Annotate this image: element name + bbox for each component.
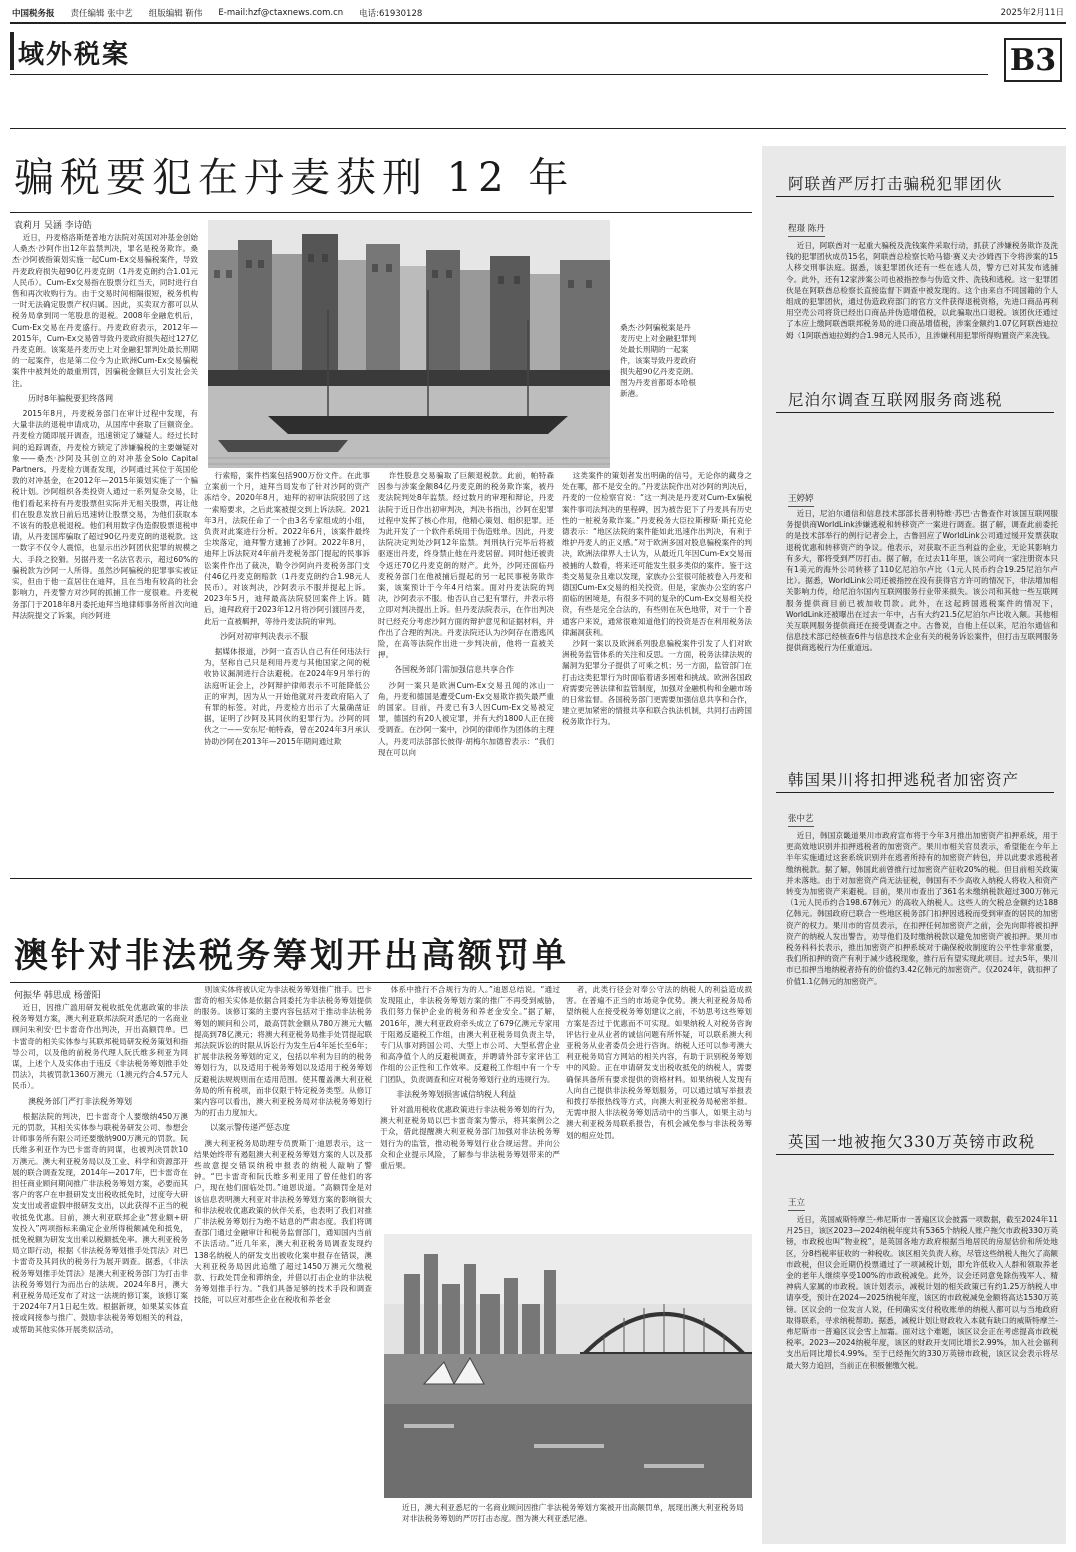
article1-headline: 骗税要犯在丹麦获刑 12 年 (14, 155, 575, 201)
paragraph: 沙阿一案只是欧洲Cum-Ex交易丑闻的冰山一角，丹麦和德国是遭受Cum-Ex交易欺诈损失最严重的国家。目前，丹麦已有3人因Cum-Ex交易被定罪，德国约有20人被定罪，并有大约1800人正在接受调查。在沙阿一案中，沙阿的律师作为团体的主理人，丹麦司法部部长彼得·胡梅尔加德曾表示：“我们现在可以向 (378, 680, 554, 757)
brief2-body (786, 508, 1058, 658)
brief3-title: 韩国果川将扣押逃税者加密资产 (788, 771, 1020, 789)
paragraph: 近日，丹麦格洛斯楚普地方法院对英国对冲基金创始人桑杰·沙阿作出12年监禁判决，罪名是税务欺诈。桑杰·沙阿被指策划实施一起Cum-Ex交易骗税案件，导致丹麦政府损失超90亿丹麦克朗（1丹麦克朗约合1.01元人民币）。Cum-Ex交易指在股票分红当天，同时进行自售和再次收购行为。由于交易时间相隔很短，税务机构一时无法确定股票产权归属。因此，买卖双方都可以从税务局拿到同一笔股息的退税。2008年金融危机后，Cum-Ex交易在丹麦盛行。丹麦政府表示，2012年—2015年，Cum-Ex交易曾导致丹麦政府损失超过127亿丹麦克朗。该案是丹麦历史上对金融犯罪判处最长刑期的一起案件，也是第二位今为止欧洲Cum-Ex交易骗税案件中被判处的最重刑罚，因骗税金额巨大引发社会关注。 (12, 233, 198, 388)
phone: 电话:61930128 (359, 9, 423, 19)
section-marker (10, 32, 14, 70)
top-rule (10, 22, 1066, 24)
sydney-photo (384, 1234, 752, 1498)
paragraph: 者，此类行径会对奉公守法的纳税人的利益造成损害。在普遍不正当的市场竞争优势。澳大利亚税务局希望纳税人在接受税务筹划建议之前，不妨思考这些筹划方案是否过于优惠而不可实现。如果纳税人对税务咨询评估行业从业者的诚信问题有所怀疑，可以联系澳大利亚税务从业者委员会进行咨询。纳税人还可以参考澳大利亚税务局官方网站的相关内容，有助于识别税务筹划中的风险。正在申请研发支出税收抵免的纳税人，需要确保具备所有要求提供的资格材料。如果纳税人发现有人向自己提供非法税务筹划服务，可以通过填写举报表和拨打举报热线等方式，向澳大利亚税务局秘密举报。无需申报人非法税务筹划活动中的当事人，如果主动与澳大利亚税务局联系报告，有机会减免参与非法税务筹划的相应处罚。 (566, 985, 752, 1140)
upper-rule (10, 128, 1066, 129)
article2-caption: 近日，澳大利亚悉尼的一名商业顾问因推广非法税务筹划方案被开出高额罚单，展现出澳大利亚税务局对非法税务筹划的严厉打击态度。图为澳大利亚悉尼港。 (402, 1503, 744, 1523)
brief4-author: 王立 (788, 1196, 805, 1211)
article2-headline: 澳针对非法税务筹划开出高额罚单 (14, 936, 569, 976)
email[interactable]: E-mail:hzf@ctaxnews.com.cn (218, 8, 344, 18)
mid-rule (10, 878, 752, 879)
article2-byline: 何振华 韩思成 杨蕾阳 (14, 991, 101, 1001)
paragraph: 针对滥用税收优惠政策进行非法税务筹划的行为，澳大利亚税务局以巴卡雷奇案为警示，将其案例公之于众，借此提醒澳大利亚税务部门加强对非法税务筹划行为的监管，推动税务筹划行业合规运营。并向公众和企业提示风险，了解参与非法税务筹划带来的严重后果。 (380, 1105, 560, 1171)
subheading: 非法税务筹划损害诚信纳税人利益 (396, 1089, 516, 1099)
issue-date: 2025年2月11日 (1000, 8, 1064, 18)
brief2-author: 王婷婷 (788, 492, 814, 507)
brief3-author: 张中艺 (788, 812, 814, 827)
article1-col4 (562, 470, 752, 868)
brief4-title: 英国一地被拖欠330万英镑市政税 (788, 1133, 1036, 1151)
article2-col3 (380, 984, 560, 1226)
sydney-photo-illustration (384, 1234, 752, 1498)
brief1-title: 阿联酋严厉打击骗税犯罪团伙 (788, 175, 1003, 193)
brief4-rule (776, 1154, 1054, 1155)
nyhavn-photo-illustration (208, 220, 610, 468)
paragraph: 体系中推行不合规行为的人。”迪恩总结说。“通过发现阻止，非法税务筹划方案的推广不再受到威胁，我们努力保护企业的税务和养老金安全。”据了解，2016年，澳大利亚政府牵头成立了679亿澳元专家用于阻遏反避税工作组，由澳大利亚税务局负责主导，专门从事对跨国公司、大型上市公司、大型私营企业和高净值个人的反避税调查，并聘请外部专家评估工作组的公正性和工作效率。反避税工作组中有一个专门团队，负责调查和应对税务筹划行业的违规行为。 (380, 985, 560, 1084)
paragraph: 近日，因推广滥用研发税收抵免优惠政策的非法税务筹划方案，澳大利亚联邦法院对悉尼的一名商业顾问朱利安·巴卡雷奇作出判决，开出高额罚单。巴卡雷奇的相关实体参与其联邦税局研发税务策划和指导公司，以及他的前税务代理人阮氏维多利亚为同谋，上述个人及实体由于违反《非法税务筹划推手处罚法》，共被罚款1360万澳元（1澳元约合4.57元人民币）。 (12, 1003, 188, 1091)
page-number: B3 (1004, 38, 1062, 82)
brief1-rule (776, 196, 1054, 197)
paper-name: 中国税务报 (12, 9, 55, 19)
masthead-bar (12, 6, 1064, 20)
editor: 责任编辑 张中艺 (70, 9, 133, 19)
nyhavn-photo (208, 220, 610, 468)
article2-col2 (194, 984, 372, 1544)
article1-byline: 袁莉月 吴涵 李诗皓 (14, 221, 92, 231)
paragraph: 则该实体将被认定为非法税务筹划推广推手。巴卡雷奇的相关实体是依据合同委托为非法税务筹划提供的服务。该修订案的主要内容包括对于推动非法税务筹划的顾问和公司，最高罚款金额从780万澳元大幅提高到78亿澳元；将澳大利亚税务局推手处罚提起联邦法院诉讼的时限从诉讼行为发生后4年延长至6年；扩展非法税务筹划的定义，包括以牟利为目的的税务筹划行为，以及适用于税务筹划以及适用于税务筹划反避税法规规则而在适用范围。使其覆盖澳大利亚税务局的所有税项，而非仅限于特定税务类型。从修订案内容可以看出，澳大利亚税务局对非法税务筹划行为的打击力度加大。 (194, 985, 372, 1118)
brief1-body (786, 240, 1058, 340)
paragraph: 据媒体报道，沙阿一直否认自己有任何违法行为，坚称自己只是利用丹麦与其他国家之间的税收协议漏洞进行合法避税。在2024年9月举行的法庭听证会上，沙阿辩护律师表示不可能降低公正的审判，因为从一开始他就对丹麦政府陷入了有罪的标签。对此，丹麦检方出示了大量确凿证据，证明了沙阿及其同伙的犯罪行为。沙阿的同伙之一——安东尼·帕特森，曾在2024年3月承认协助沙阿在2013年—2015年期间通过欺 (204, 647, 370, 746)
headline-rule (10, 212, 752, 213)
paragraph: 近日，英国威斯特摩兰-弗尼斯市一普遍区议会披露一项数据，截至2024年11月25日，该区2023—2024纳税年度共有5365个纳税人账户拖欠市政税330万英镑，市政税也叫“物业税”，是英国各地方政府根据当地居民的房屋估价和所处地区，分8档税率征收的一种税收。该区相关负责人称，尽管这些纳税人拖欠了高额市政税，但议会近期仍投票通过了一项减税计划，即允许低收入人群和领取养老金的老年人继续享受100%的市政税减免。此外，议会还同意免除伤残军人、精神病人家属的市政税。该计划表示，减税计划的相关政策已有约1.25万纳税人申请享受，预计在2024—2025纳税年度，该区的市政税减免金额将高达1530万英镑。区议会的一位发言人说，任何确实支付税收账单的纳税人都可以与当地政府取得联系，寻求纳税帮助。据悉，减税计划让财政收入本就有缺口的威斯特摩兰-弗尼斯市一普遍区议会雪上加霜。面对这个难题，该区议会正在考虑提高市政税税率。2023—2024纳税年度，该区的财政开支同比增长2.99%，加入社会福利支出后同比增长4.99%。至于已经拖欠的330万英镑市政税，该区议会表示将尽最大努力追回，当前正在积极催缴欠税。 (786, 1215, 1058, 1370)
article1-col2 (204, 470, 370, 868)
paragraph: 这类案件的策划者发出明确的信号，无论你的藏身之处在哪，都不是安全的。”丹麦法院作出对沙阿的判决后，丹麦的一位检察官说：“这一判决是丹麦对Cum-Ex骗税案件事司法判决的里程碑，因为被告犯下了丹麦具有历史性的一桩税务欺诈案。”丹麦税务大臣拉斯穆斯·斯托克伦德表示：“地区法院的案件能如此迅速作出判决，有利于维护丹麦人的正义感。”对于欧洲多国对股息骗税案件的判决，欧洲法律界人士认为，从最近几年因Cum-Ex交易而被捕的人数看，将来还可能发生很多类似的案件。鉴于这类交易复杂且难以发现，家族办公室很可能被卷入丹麦和德国Cum-Ex交易的相关投资。但是，家族办公室的客户面临的困境是，有很多不同的复杂的Cum-Ex交易相关投资，有些是完全合法的，有些则在灰色地带，对于一个普通客户来说，通常很难知道他们的投资是否在利用税务法律漏洞获利。 (562, 471, 752, 637)
subheading: 沙阿对初审判决表示不服 (220, 631, 308, 641)
paragraph: 近日，韩国京畿道果川市政府宣布将于今年3月推出加密资产扣押系统，用于更高效地识别并扣押逃税者的加密资产。果川市相关官员表示，希望能在今年上半年实施通过这套系统识别并在逃者所持有的加密资产转包，并以此要求逃税者缴纳税款。据了解，韩国此前曾推行过加密资产征收20%的税。但目前相关政策并未落地。由于对加密资产尚无法征税，韩国有不少高收入纳税人将收入和资产转变为加密资产来避税。目前，果川市查出了361名未缴纳税款超过300万韩元（1元人民币约合198.67韩元）的高收入纳税人。这些人的欠税总金额约达188亿韩元。韩国政府已联合一些地区税务部门扣押因逃税而受到审查的居民的加密资产的权力。果川市的官员表示，在扣押任何加密资产之前，会先向即将被扣押资产的纳税人发出警告，劝导他们及时缴纳税款以避免加密资产被扣押。果川市税务科科长表示，推出加密资产扣押系统对于确保税收制度的公平性非常重要，我们所扣押的资产有利于减少逃税现象，推行后有望实现此项目。过去5年，果川市已扣押当地纳税者持有的价值约3.42亿韩元的加密资产。仅2024年，就扣押了价值1.1亿韩元的加密资产。 (786, 831, 1058, 986)
paragraph: 诈性股息交易骗取了巨额退税款。此前，帕特森因参与涉案金额84亿丹麦克朗的税务欺诈案，被丹麦法院判处8年监禁。经过数月的审理和辩论，丹麦法院于近日作出初审判决，判决书指出，沙阿在犯罪过程中发挥了核心作用，他精心策划、组织犯罪。还为此开发了一个软件系统用于伪造账单。因此，丹麦法院决定判处沙阿12年监禁。判刑执行完毕后将被驱逐出丹麦，终身禁止他在丹麦居留。同时他还被责令返还70亿丹麦克朗的财产。此外，沙阿还面临丹麦税务部门在他被捕后提起的另一起民事税务欺诈案，该案预计于今年4月结案。面对丹麦法院的判决，沙阿表示不服。他否认自己犯有罪行，并表示将立即对判决提出上诉。但丹麦法院表示，在作出判决时已经充分考虑沙阿方面的辩护意见和证据材料，并作出了合理的判决。丹麦法院还认为沙阿存在潜逃风险，在高等法院作出进一步判决前，他将一直被关押。 (378, 471, 554, 660)
paragraph: 近日，阿联酋对一起重大骗税及洗钱案件采取行动，抓获了涉嫌税务欺诈及洗钱的犯罪团伙成员15名，阿联酋总检察长哈马德·赛义夫·沙姆西下令将涉案的15人移交刑事法庭。据悉，该犯罪团伙还有一些在逃人员，警方已对其发布逃捕令。此外，还有12家涉案公司也被指控参与伪造文件、洗钱和逃税。这一犯罪团伙是在阿联酋总检察长直接监督下调查中被发现的。这个由来自不同国籍的个人组成的犯罪团伙，通过伪造政府部门的官方文件获得退税资格，先进口商品再利用空壳公司将货已经出口商品并伪造增值税，以此骗取出口退税。该团伙还通过了本应上缴阿联酋联邦税务局的进口商品增值税，涉案金额约1.07亿阿联酋迪拉姆（1阿联酋迪拉姆约合1.98元人民币），且涉嫌利用犯罪所得购置资产来洗钱。 (786, 241, 1058, 340)
paragraph: 行索赔，案件档案包括900万份文件。在此事立案前一个月，迪拜当局发布了针对沙阿的资产冻结令。2020年8月，迪拜的初审法院驳回了这一索赔要求，之后此案被提交到上诉法院。2021年3月，法院任命了一个由3名专家组成的小组，负责对此案进行分析。2022年6月，该案件最终尘埃落定，迪拜警方逮捕了沙阿。2022年8月，迪拜上诉法院对4年前丹麦税务部门提起的民事诉讼案件作出了裁决，勒令沙阿向丹麦税务部门支付46亿丹麦克朗赔款（1丹麦克朗约合1.98元人民币）。对该判决，沙阿表示不服并提起上诉。2023年5月，迪拜最高法院驳回案件上诉。随后，迪拜政府于2023年12月将沙阿引渡回丹麦，此后一直被羁押，等待丹麦法院的审判。 (204, 471, 370, 626)
article1-caption: 桑杰·沙阿骗税案是丹麦历史上对金融犯罪判处最长刑期的一起案件，该案导致丹麦政府损失超90亿丹麦克朗。图为丹麦首都哥本哈根新港。 (620, 323, 699, 398)
brief3-body (786, 830, 1058, 1124)
brief3-rule (776, 792, 1054, 793)
layout-editor: 组版编辑 靳伟 (148, 9, 203, 19)
brief1-author: 程璟 陈丹 (788, 222, 825, 237)
paragraph: 近日，尼泊尔通信和信息技术部部长普利特维·苏巴·古鲁查作对该国互联网服务提供商WorldLink涉嫌逃税和转移资产一案进行调查。据了解，调查此前委托的是技术部举行的例行记者会上，古鲁回应了WorldLink公司通过缓开发票获取退税优惠和转移资产的争议。他表示，对获取不正当利益的企业，无论其影响力有多大，都将受到严厉打击。据了解，在过去11年里，该公司向一家注册资本只有1美元的海外公司转移了110亿尼泊尔卢比（1元人民币约合19.25尼泊尔卢比）。据悉，WorldLink公司还被指控在没有获得官方许可的情况下，非法增加相关影响力传，给尼泊尔国内互联网服务行业带来损失。该公司和其他一些互联网服务提供商目前已被加收罚款。此外，在这起跨国逃税案件的情况下，WorldLink还被曝出在过去一年中，占有大约21.5亿尼泊尔卢比收入额。其他相关互联网服务提供商还在接受调查之中。古鲁说，自他上任以来，尼泊尔通信和信息技术部已经核查6件与信息技术企业有关的税务诉讼案件，但打击互联网服务提供商逃税行为任重道远。 (786, 509, 1058, 653)
paragraph: 2015年8月，丹麦税务部门在审计过程中发现，有大量非法的退税申请成功，从国库中套取了巨额资金。丹麦检方随即展开调查，迅速锁定了嫌疑人。经过长时间的追踪调查，丹麦检方锁定了涉嫌骗税的主要嫌疑对象——桑杰·沙阿及其创立的对冲基金Solo Capital Partners。丹麦检方调查发现，沙阿通过其位于英国伦敦的对冲基金，在2012年—2015年策划实施了一个骗税计划。沙阿组织各类投资人通过一系列复杂交易，让他们看起来持有丹麦股票但实际并无相关股票，再让他们在股息发放日前后迅速转让股票交易，为他们获取本不该有的股息税退税。他们利用数字伪造假股票退税申请，从丹麦国库骗取了超过90亿丹麦克朗的退税款。这一数字不仅令人震惊，也显示出沙阿团伙犯罪的规模之大、手段之狡猾。另据丹麦一名法官表示，超过60%的骗税款为沙阿一人所得。虽然沙阿骗税的犯罪事实被证实，但由于他一直居住在迪拜，且在当地有较高的社会影响力，丹麦警方对沙阿的抓捕工作一度很难。丹麦税务部门于2018年8月委托迪拜当地律师事务所首次向迪拜法院提交了诉案，向沙阿进 (12, 409, 198, 620)
paragraph: 沙阿一案以及欧洲系列股息骗税案件引发了人们对欧洲税务监管体系的关注和反思。一方面，税务法律法规的漏洞为犯罪分子提供了可乘之机；另一方面，监管部门在打击这类犯罪行为时面临着诸多困难和挑战。欧洲各国政府需要完善法律和监管制度，加强对金融机构和金融市场的日常监督。各国税务部门更需要加强信息共享和合作，建立更加紧密的情报共享和联合执法机制，共同打击跨国税务欺诈行为。 (562, 639, 752, 727)
article1-col1 (12, 232, 198, 868)
subheading: 澳税务部门严打非法税务筹划 (28, 1096, 132, 1106)
article2-col1 (12, 1002, 188, 1544)
subheading: 以案示警传递严惩态度 (210, 1123, 290, 1133)
paragraph: 澳大利亚税务局助理专员贾斯丁·迪恩表示，这一结果始终带有遏阻澳大利亚税务筹划方案的人以及那些故意提交错误纳税申报表的纳税人敲响了警钟。“巴卡雷奇和阮氏维多利亚用了曾任他们的客户，现在他们面临处罚。”迪恩说道。“高额罚金是对该信息表明澳大利亚对非法税务筹划方案的影响很大和非法税收优惠政策的伙伴关系，也表明了我们对推广非法税务筹划行为绝不姑息的严肃态度。我们将调查部门通过金融审计和税务监督部门，通知国内当前不法活动。”近几年来，澳大利亚税务局调查发现约138名纳税人的研发支出被收化案申报存在错误，澳大利亚税务局因此追缴了超过1450万澳元欠缴税款、行政处罚金和滞纳金，并借以打击企业的非法税务筹划推手行为。“我们具备足够的技术手段和调查技能，可以应对那些企业在税收和养老金 (194, 1138, 372, 1305)
article1-col3 (378, 470, 554, 868)
article2-col4 (566, 984, 752, 1226)
section-rule (10, 74, 988, 75)
headline2-rule (10, 982, 752, 983)
paragraph: 根据法院的判决，巴卡雷奇个人要缴纳450万澳元的罚款，其相关实体参与联税务研发公司、参想会计师事务所有限公司还要缴纳900万澳元的罚款。阮氏维多利亚作为巴卡雷奇的同谋，也被判决罚款10万澳元。澳大利亚税务局以及工业、科学和资源部开展的联合调查发现，2014年—2017年，巴卡雷奇在担任商业顾问期间推广非法税务筹划方案，必要而其客户的客户在申报研发支出税收抵免时，过度夸大研发支出或者虚假申报研发支出，以此获得不正当的税收抵免优惠。目前，澳大利亚联邦企业“营业额+研发投入”两项指标来确定企业所得税额减免和抵免，抵免税额为研发支出乘以税额抵免率。澳大利亚税务局立即行动，根据《非法税务筹划推手处罚法》对巴卡雷奇及其同伙的税务行为展开调查。据悉，《非法税务筹划推手处罚法》是澳大利亚税务部门为打击非法税务筹划行为而出台的法规。2024年8月，澳大利亚税务局还发布了对这一法规的修订案，该修订案于2024年7月1日起生效。根据新规，如果某实体直接或间接参与推广、鼓励非法税务筹划相关的利益，或帮助其他实体开展类似活动， (12, 1111, 188, 1334)
brief2-title: 尼泊尔调查互联网服务商逃税 (788, 391, 1003, 409)
subheading: 历时8年骗税要犯终落网 (28, 393, 114, 403)
subheading: 各国税务部门需加强信息共享合作 (394, 665, 514, 675)
brief2-rule (776, 412, 1054, 413)
section-title: 域外税案 (18, 40, 131, 70)
brief4-body (786, 1214, 1058, 1534)
